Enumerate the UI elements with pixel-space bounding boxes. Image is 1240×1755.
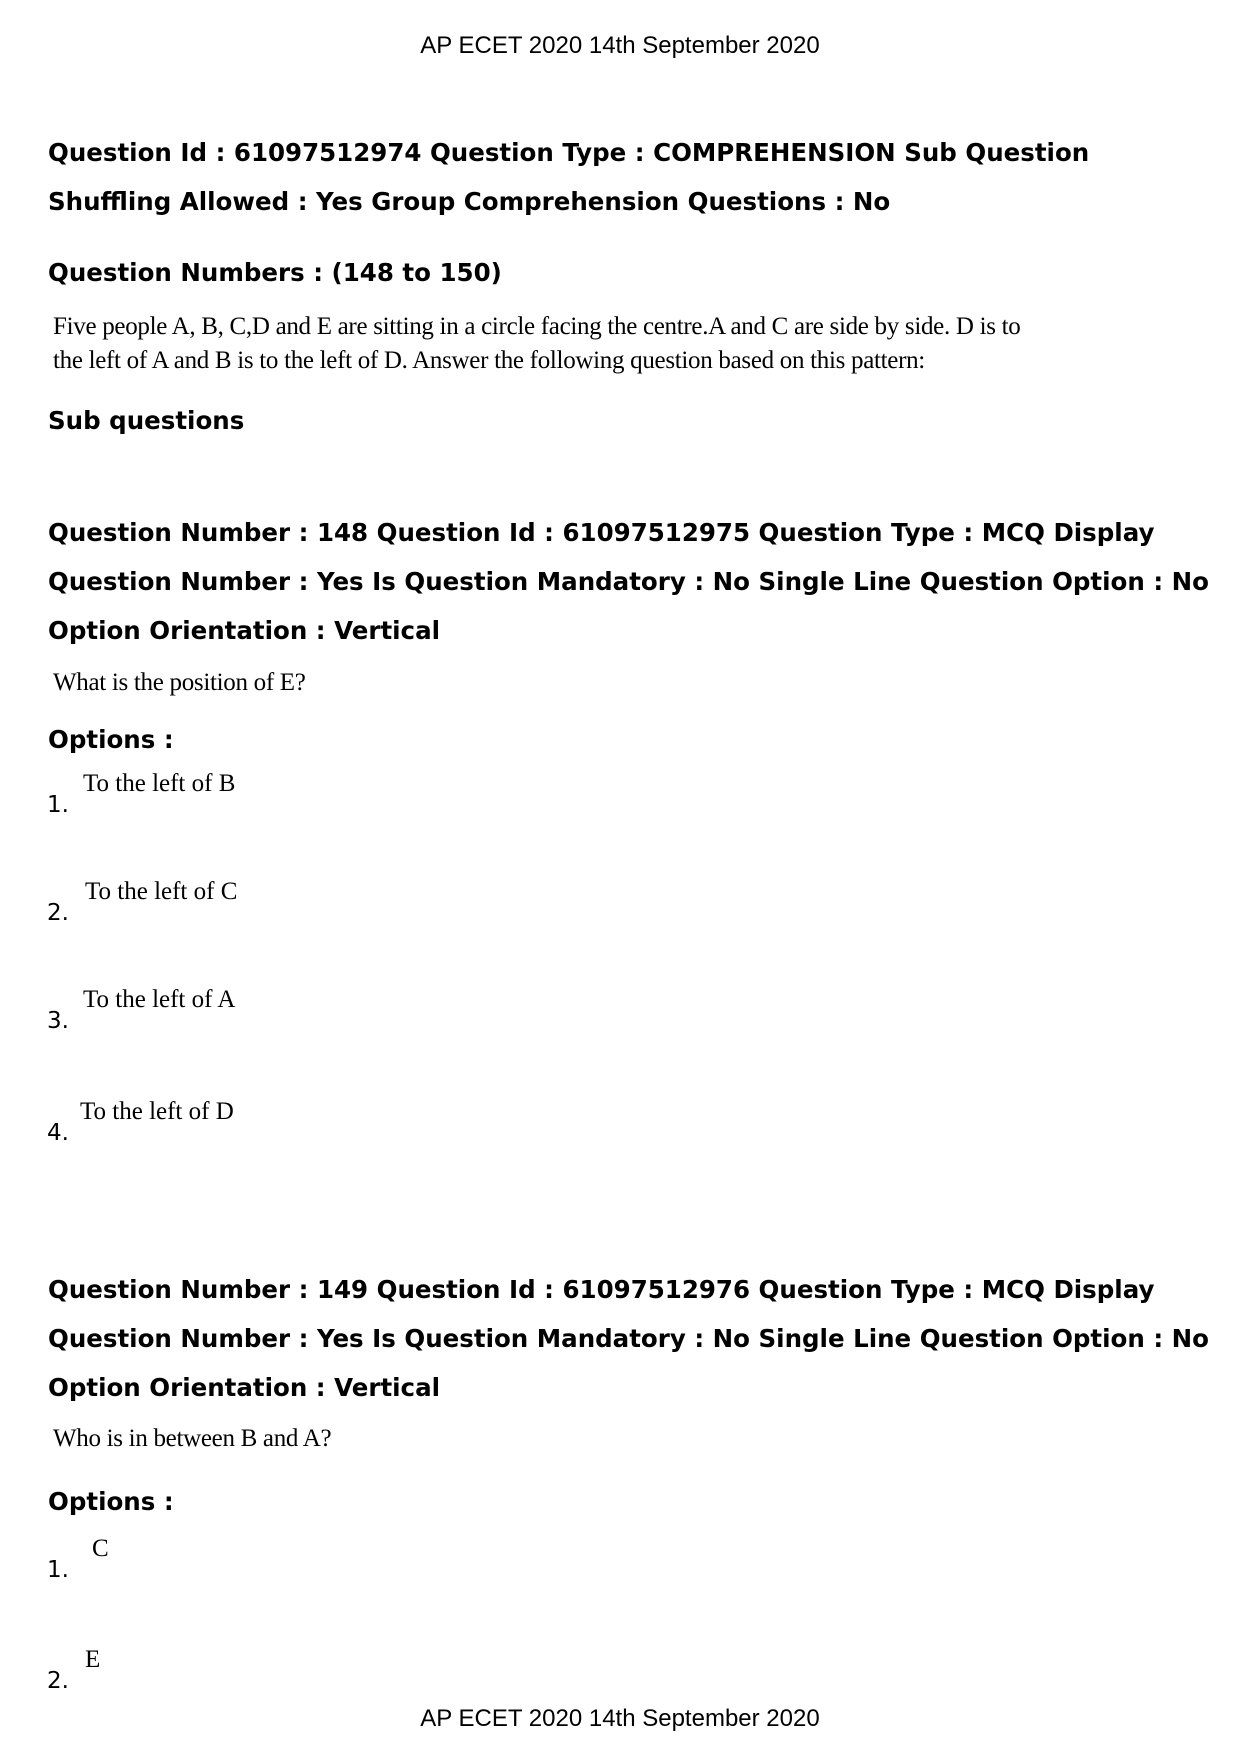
- option-text: C: [92, 1535, 109, 1562]
- option-number: 2.: [47, 1668, 69, 1694]
- passage-line-1: Five people A, B, C,D and E are sitting in a circle facing the centre.A and C are side by side. D is to: [53, 313, 1021, 340]
- option-text: E: [85, 1646, 101, 1673]
- comprehension-meta: Question Id : 61097512974 Question Type : COMPREHENSION Sub Question Shuffling Allowed : Yes Group Comprehension Questions : No: [48, 138, 1090, 216]
- question-149-meta: Question Number : 149 Question Id : 61097512976 Question Type : MCQ Display Question Number : Yes Is Question Mandatory : No Single Line Question Option : No Option Orientation : Vertical: [48, 1275, 1210, 1402]
- option-text: To the left of B: [83, 770, 236, 797]
- page-header: AP ECET 2020 14th September 2020: [420, 32, 820, 59]
- option-number: 1.: [47, 1557, 69, 1583]
- option-text: To the left of C: [85, 878, 238, 905]
- option-number: 4.: [47, 1120, 69, 1146]
- question-148-option-2[interactable]: [47, 878, 647, 928]
- question-148-option-3[interactable]: [47, 986, 647, 1036]
- question-148-options-label: Options :: [48, 725, 174, 754]
- page-footer: AP ECET 2020 14th September 2020: [420, 1705, 820, 1732]
- question-numbers: Question Numbers : (148 to 150): [48, 258, 502, 287]
- question-148-text: What is the position of E?: [53, 669, 306, 696]
- question-149-option-1[interactable]: [47, 1535, 647, 1585]
- option-number: 1.: [47, 792, 69, 818]
- sub-questions-label: Sub questions: [48, 406, 245, 435]
- passage-line-2: the left of A and B is to the left of D. Answer the following question based on this pattern:: [53, 347, 925, 374]
- question-149-text: Who is in between B and A?: [53, 1425, 332, 1452]
- option-number: 3.: [47, 1008, 69, 1034]
- option-text: To the left of A: [83, 986, 236, 1013]
- question-148-option-1[interactable]: [47, 770, 647, 820]
- question-148-meta: Question Number : 148 Question Id : 61097512975 Question Type : MCQ Display Question Number : Yes Is Question Mandatory : No Single Line Question Option : No Option Orientation : Vertical: [48, 518, 1210, 645]
- option-text: To the left of D: [80, 1098, 234, 1125]
- question-148-option-4[interactable]: [47, 1098, 647, 1148]
- question-149-options-label: Options :: [48, 1487, 174, 1516]
- option-number: 2.: [47, 900, 69, 926]
- question-149-option-2[interactable]: [47, 1646, 647, 1696]
